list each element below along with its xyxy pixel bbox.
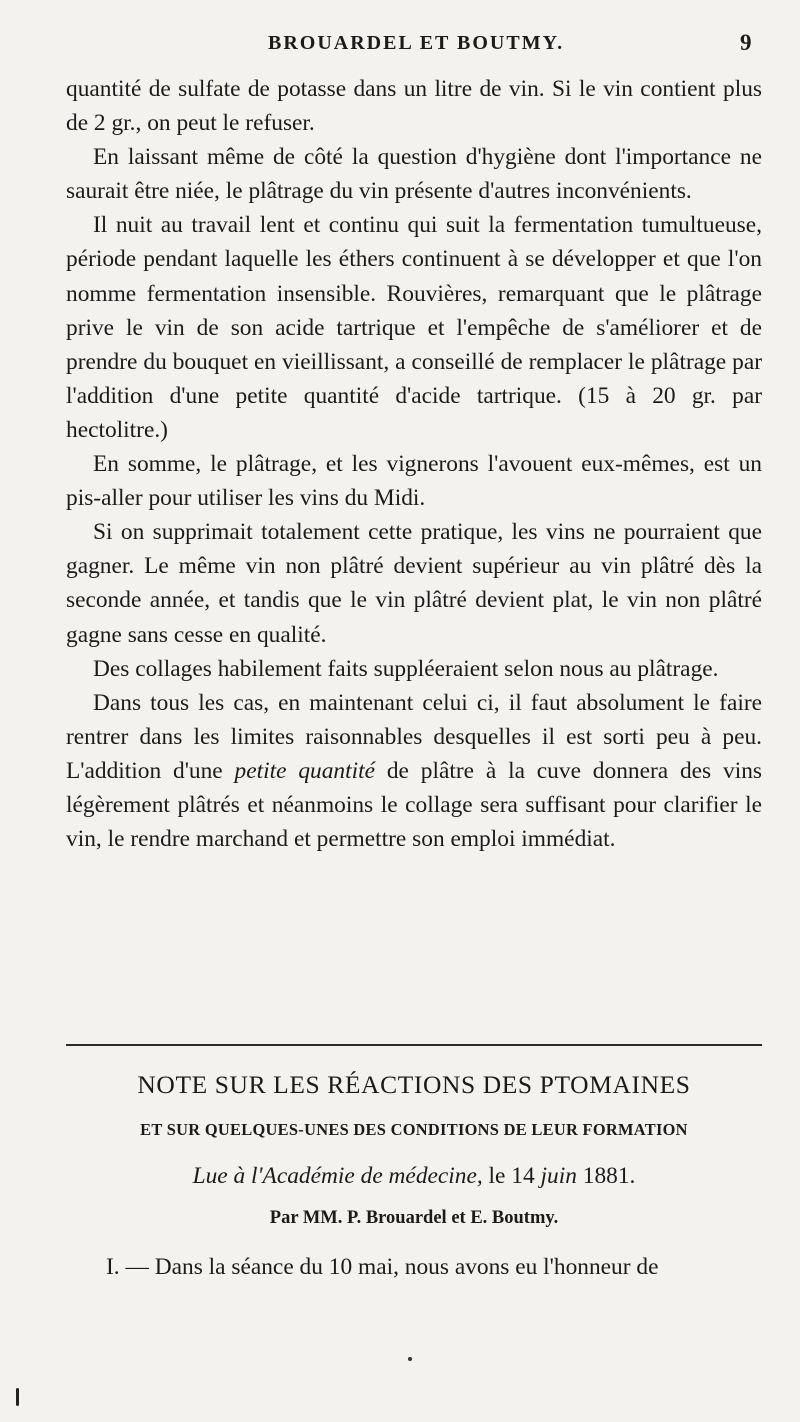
read-at-year: 1881.: [576, 1163, 636, 1189]
read-at-line: [66, 1163, 762, 1190]
note-subtitle: ET SUR QUELQUES-UNES DES CONDITIONS DE LEUR FORMATION: [140, 1120, 688, 1139]
paragraph: Si on supprimait totalement cette pratique, les vins ne pourraient que gagner. Le même vin non plâtré devient supérieur au vin plâtré dès la seconde année, et tandis que le vin plâtré devient plat, le vin non plâtré gagne sans cesse en qualité.: [66, 519, 762, 648]
note-first-line-text: I. — Dans la séance du 10 mai, nous avons eu l'honneur de: [106, 1254, 659, 1280]
paragraph: En somme, le plâtrage, et les vignerons l'avouent eux-mêmes, est un pis-aller pour utiliser les vins du Midi.: [66, 451, 762, 512]
paragraph-text: Dans tous les cas, en maintenant celui ci, il faut absolument le faire rentrer dans les limites raisonnables desquelles il est sorti peu à peu. L'addition d'une: [66, 689, 762, 784]
ink-mark: [16, 1388, 19, 1406]
note-title: NOTE SUR LES RÉACTIONS DES PTOMAINES: [137, 1070, 691, 1099]
read-at-month: juin: [540, 1163, 577, 1189]
page-number: 9: [740, 30, 752, 55]
section-divider: [66, 1044, 762, 1046]
read-at-italic: Lue à l'Académie de médecine,: [192, 1163, 483, 1189]
body-text: [66, 72, 762, 856]
paragraph: Des collages habilement faits suppléeraient selon nous au plâtrage.: [93, 655, 719, 682]
emphasis-text: petite quantité: [234, 757, 375, 784]
note-first-line: [66, 1250, 762, 1284]
ink-speck: [408, 1357, 412, 1361]
running-title: BROUARDEL ET BOUTMY.: [268, 32, 565, 54]
paragraph: quantité de sulfate de potasse dans un litre de vin. Si le vin contient plus de 2 gr., on peut le refuser.: [66, 76, 762, 137]
running-head: [0, 30, 800, 60]
paragraph: En laissant même de côté la question d'hygiène dont l'importance ne saurait être niée, le plâtrage du vin présente d'autres inconvénients.: [66, 144, 762, 205]
paragraph: Il nuit au travail lent et continu qui suit la fermentation tumultueuse, période pendant laquelle les éthers continuent à se développer et que l'on nomme fermentation insensible. Rouvières, remarquant que le plâtrage prive le vin de son acide tartrique et l'empêche de s'améliorer et de prendre du bouquet en vieillissant, a conseillé de remplacer le plâtrage par l'addition d'une petite quantité d'acide tartrique. (15 à 20 gr. par hectolitre.): [66, 212, 762, 443]
read-at-text: le 14: [482, 1163, 541, 1189]
authors-line: Par MM. P. Brouardel et E. Boutmy.: [269, 1208, 559, 1228]
paragraph-text: de plâtre à la cuve donnera des vins légèrement plâtrés et néanmoins le collage sera suffisant pour clarifier le vin, le rendre marchand et permettre son emploi immédiat.: [66, 757, 762, 853]
paragraph: [66, 686, 762, 856]
